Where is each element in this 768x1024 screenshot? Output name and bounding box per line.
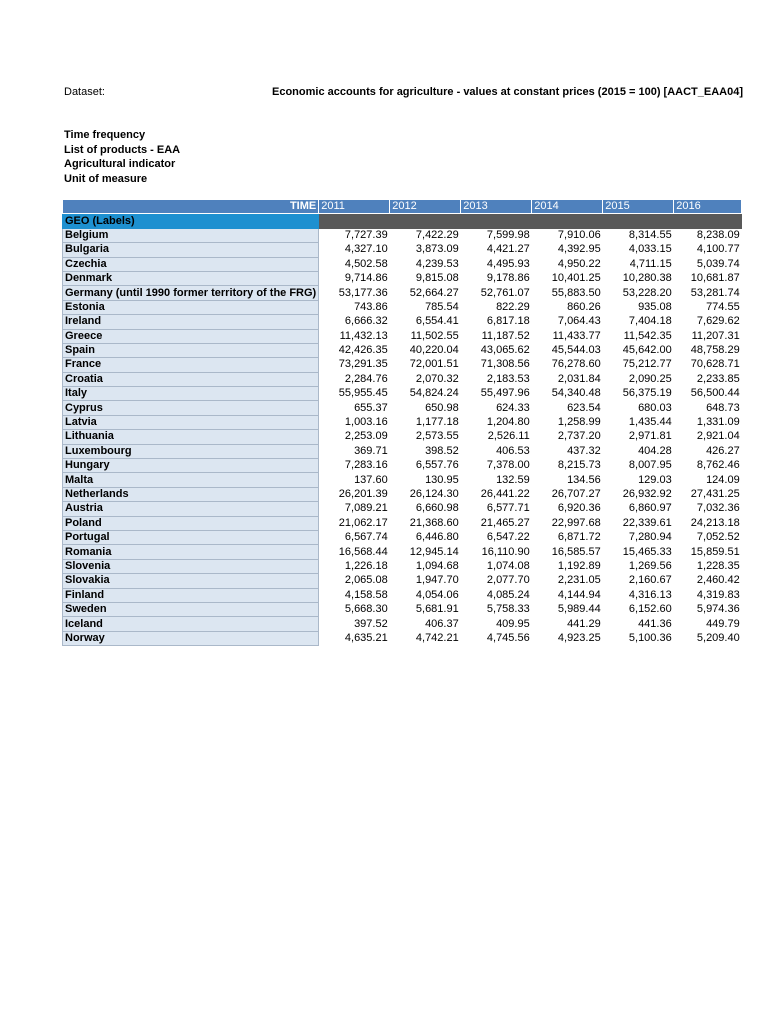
value-cell: 7,280.94 <box>628 531 672 544</box>
data-table <box>62 199 742 646</box>
meta-time-frequency: Time frequency <box>64 129 146 141</box>
value-cell: 4,085.24 <box>486 588 530 601</box>
value-cell: 2,183.53 <box>486 372 530 385</box>
value-cell: 15,859.51 <box>690 545 740 558</box>
value-cell: 6,557.76 <box>415 459 459 472</box>
value-cell: 40,220.04 <box>409 344 459 357</box>
value-cell: 2,460.42 <box>696 574 740 587</box>
value-cell: 11,502.55 <box>410 329 459 342</box>
value-cell: 1,435.44 <box>628 416 672 429</box>
value-cell: 4,158.58 <box>344 588 388 601</box>
value-cell: 5,681.91 <box>415 603 459 616</box>
value-cell: 22,997.68 <box>551 516 601 529</box>
value-cell: 70,628.71 <box>690 358 740 371</box>
value-cell: 409.95 <box>496 617 530 630</box>
value-cell: 2,233.85 <box>696 372 740 385</box>
value-cell: 26,707.27 <box>551 488 601 500</box>
table-row <box>63 502 742 516</box>
table-row <box>63 430 742 444</box>
value-cell: 1,947.70 <box>415 574 459 587</box>
table-row <box>63 459 742 473</box>
value-cell: 624.33 <box>496 401 530 414</box>
value-cell: 53,228.20 <box>622 286 672 299</box>
value-cell: 7,727.39 <box>344 229 388 242</box>
geo-cell: Greece <box>63 329 319 343</box>
value-cell: 16,568.44 <box>338 545 388 558</box>
table-row <box>63 243 742 257</box>
value-cell: 6,446.80 <box>415 531 459 544</box>
meta-unit-of-measure: Unit of measure <box>64 172 148 185</box>
value-cell: 2,921.04 <box>696 430 740 443</box>
table-row <box>63 315 742 329</box>
value-cell: 45,544.03 <box>551 344 601 357</box>
value-cell: 4,144.94 <box>557 588 601 601</box>
value-cell: 1,074.08 <box>486 559 530 572</box>
table-row <box>63 631 742 645</box>
value-cell: 4,950.22 <box>557 257 601 270</box>
geo-cell: Sweden <box>63 602 319 616</box>
value-cell: 404.28 <box>638 444 672 457</box>
meta-agricultural-indicator: Agricultural indicator <box>64 158 176 170</box>
value-cell: 2,090.25 <box>628 372 672 385</box>
value-cell: 56,375.19 <box>622 387 672 400</box>
value-cell: 15,465.33 <box>622 545 672 558</box>
value-cell: 4,033.15 <box>628 243 672 256</box>
table-row <box>63 617 742 631</box>
header-filler <box>674 214 742 228</box>
geo-cell: Poland <box>63 516 319 530</box>
value-cell: 53,281.74 <box>690 286 740 299</box>
value-cell: 3,873.09 <box>415 243 459 256</box>
value-cell: 42,426.35 <box>338 344 388 357</box>
table-row <box>63 271 742 285</box>
value-cell: 4,319.83 <box>696 588 740 601</box>
value-cell: 4,054.06 <box>415 588 459 601</box>
table-row <box>63 358 742 372</box>
table-row <box>63 401 742 415</box>
year-header: 2013 <box>461 200 532 214</box>
value-cell: 26,201.39 <box>338 488 388 500</box>
value-cell: 54,824.24 <box>409 387 459 400</box>
value-cell: 4,635.21 <box>344 631 388 644</box>
value-cell: 7,599.98 <box>486 229 530 242</box>
value-cell: 9,815.08 <box>415 272 459 285</box>
table-row <box>63 329 742 343</box>
value-cell: 54,340.48 <box>551 387 601 400</box>
value-cell: 397.52 <box>354 617 388 630</box>
value-cell: 75,212.77 <box>622 358 672 371</box>
geo-labels-header: GEO (Labels) <box>63 214 319 228</box>
value-cell: 11,432.13 <box>339 329 388 342</box>
value-cell: 1,177.18 <box>415 416 459 429</box>
geo-cell: Estonia <box>63 300 319 314</box>
table-row <box>63 559 742 573</box>
geo-cell: Hungary <box>63 459 319 473</box>
value-cell: 45,642.00 <box>622 344 672 357</box>
table-row <box>63 387 742 401</box>
table-row <box>63 487 742 501</box>
dimension-list <box>64 128 180 186</box>
table-row <box>63 257 742 271</box>
table-row <box>63 372 742 386</box>
value-cell: 124.09 <box>706 473 740 486</box>
value-cell: 4,421.27 <box>486 243 530 256</box>
geo-cell: Lithuania <box>63 430 319 444</box>
value-cell: 1,331.09 <box>696 416 740 429</box>
geo-cell: Iceland <box>63 617 319 631</box>
value-cell: 935.08 <box>638 300 672 313</box>
geo-cell: Spain <box>63 343 319 357</box>
value-cell: 7,089.21 <box>344 502 388 515</box>
value-cell: 11,542.35 <box>623 329 672 342</box>
geo-cell: Belgium <box>63 228 319 242</box>
value-cell: 1,269.56 <box>628 559 672 572</box>
value-cell: 52,761.07 <box>480 286 530 299</box>
value-cell: 129.03 <box>638 473 672 486</box>
value-cell: 9,714.86 <box>344 272 388 285</box>
dataset-title: Economic accounts for agriculture - values at constant prices (2015 = 100) [AACT_EAA04] <box>272 86 744 98</box>
table-row <box>63 574 742 588</box>
value-cell: 7,404.18 <box>628 315 672 328</box>
value-cell: 8,238.09 <box>696 229 740 242</box>
value-cell: 5,989.44 <box>557 603 601 616</box>
geo-header-row <box>63 214 742 228</box>
value-cell: 130.95 <box>425 473 459 486</box>
value-cell: 2,077.70 <box>486 574 530 587</box>
value-cell: 2,065.08 <box>344 574 388 587</box>
value-cell: 16,110.90 <box>481 545 530 558</box>
geo-cell: Norway <box>63 631 319 645</box>
value-cell: 52,664.27 <box>409 286 459 299</box>
geo-cell: France <box>63 358 319 372</box>
value-cell: 449.79 <box>706 617 740 630</box>
value-cell: 55,955.45 <box>338 387 388 400</box>
value-cell: 4,923.25 <box>557 631 601 644</box>
value-cell: 16,585.57 <box>551 545 601 558</box>
value-cell: 1,258.99 <box>557 416 601 429</box>
value-cell: 6,920.36 <box>557 502 601 515</box>
value-cell: 7,629.62 <box>696 315 740 328</box>
value-cell: 4,392.95 <box>557 243 601 256</box>
time-header-row <box>63 200 742 214</box>
value-cell: 774.55 <box>706 300 740 313</box>
header-filler <box>532 214 603 228</box>
value-cell: 72,001.51 <box>409 358 459 371</box>
table-row <box>63 286 742 300</box>
geo-cell: Denmark <box>63 271 319 285</box>
value-cell: 650.98 <box>425 401 459 414</box>
value-cell: 406.37 <box>425 617 459 630</box>
value-cell: 43,065.62 <box>480 344 530 357</box>
table-row <box>63 516 742 530</box>
value-cell: 441.29 <box>567 617 601 630</box>
table-row <box>63 530 742 544</box>
value-cell: 4,100.77 <box>696 243 740 256</box>
year-header: 2016 <box>674 200 742 214</box>
value-cell: 1,094.68 <box>415 559 459 572</box>
value-cell: 26,441.22 <box>480 488 530 500</box>
geo-cell: Italy <box>63 387 319 401</box>
value-cell: 4,327.10 <box>344 243 388 256</box>
geo-cell: Netherlands <box>63 487 319 501</box>
value-cell: 7,032.36 <box>696 502 740 515</box>
header-filler <box>603 214 674 228</box>
value-cell: 648.73 <box>706 401 740 414</box>
value-cell: 7,910.06 <box>557 229 601 242</box>
value-cell: 5,039.74 <box>696 257 740 270</box>
value-cell: 21,465.27 <box>480 516 530 529</box>
value-cell: 26,932.92 <box>622 488 672 500</box>
value-cell: 11,433.77 <box>552 329 601 342</box>
value-cell: 26,124.30 <box>409 488 459 500</box>
value-cell: 4,316.13 <box>628 588 672 601</box>
value-cell: 1,192.89 <box>557 559 601 572</box>
geo-cell: Luxembourg <box>63 444 319 458</box>
value-cell: 9,178.86 <box>486 272 530 285</box>
value-cell: 5,209.40 <box>696 631 740 644</box>
value-cell: 4,711.15 <box>629 257 672 270</box>
value-cell: 860.26 <box>567 300 601 313</box>
meta-list-of-products: List of products - EAA <box>64 143 181 156</box>
value-cell: 2,284.76 <box>344 372 388 385</box>
geo-cell: Cyprus <box>63 401 319 415</box>
value-cell: 4,495.93 <box>486 257 530 270</box>
table-row <box>63 228 742 242</box>
value-cell: 6,666.32 <box>344 315 388 328</box>
value-cell: 132.59 <box>496 473 530 486</box>
value-cell: 8,762.46 <box>696 459 740 472</box>
geo-cell: Slovenia <box>63 559 319 573</box>
value-cell: 2,231.05 <box>557 574 601 587</box>
value-cell: 655.37 <box>354 401 388 414</box>
value-cell: 6,577.71 <box>486 502 530 515</box>
table-row <box>63 588 742 602</box>
value-cell: 10,280.38 <box>622 272 672 285</box>
geo-cell: Czechia <box>63 257 319 271</box>
geo-cell: Finland <box>63 588 319 602</box>
time-label: TIME <box>63 200 319 214</box>
table-row <box>63 602 742 616</box>
value-cell: 4,742.21 <box>415 631 459 644</box>
value-cell: 4,239.53 <box>415 257 459 270</box>
value-cell: 785.54 <box>425 300 459 313</box>
geo-cell: Bulgaria <box>63 243 319 257</box>
table-row <box>63 415 742 429</box>
value-cell: 11,207.31 <box>691 329 740 342</box>
value-cell: 22,339.61 <box>622 516 672 529</box>
year-header: 2012 <box>390 200 461 214</box>
value-cell: 5,100.36 <box>628 631 672 644</box>
value-cell: 8,007.95 <box>628 459 672 472</box>
value-cell: 10,681.87 <box>690 272 740 285</box>
value-cell: 134.56 <box>567 473 601 486</box>
value-cell: 6,660.98 <box>415 502 459 515</box>
table-row <box>63 300 742 314</box>
value-cell: 7,283.16 <box>344 459 388 472</box>
table-row <box>63 545 742 559</box>
value-cell: 7,422.29 <box>415 229 459 242</box>
year-header: 2011 <box>319 200 390 214</box>
geo-cell: Latvia <box>63 415 319 429</box>
value-cell: 76,278.60 <box>551 358 601 371</box>
value-cell: 1,226.18 <box>344 559 388 572</box>
geo-cell: Austria <box>63 502 319 516</box>
value-cell: 55,883.50 <box>551 286 601 299</box>
value-cell: 369.71 <box>354 444 388 457</box>
value-cell: 6,554.41 <box>415 315 459 328</box>
geo-cell: Romania <box>63 545 319 559</box>
value-cell: 822.29 <box>496 300 530 313</box>
value-cell: 6,860.97 <box>628 502 672 515</box>
year-header: 2015 <box>603 200 674 214</box>
value-cell: 2,031.84 <box>557 372 601 385</box>
value-cell: 426.27 <box>706 444 740 457</box>
value-cell: 7,378.00 <box>486 459 530 472</box>
value-cell: 1,204.80 <box>486 416 530 429</box>
value-cell: 398.52 <box>425 444 459 457</box>
year-header: 2014 <box>532 200 603 214</box>
value-cell: 2,160.67 <box>628 574 672 587</box>
value-cell: 437.32 <box>567 444 601 457</box>
value-cell: 5,758.33 <box>486 603 530 616</box>
value-cell: 71,308.56 <box>480 358 530 371</box>
value-cell: 10,401.25 <box>551 272 601 285</box>
value-cell: 441.36 <box>638 617 672 630</box>
value-cell: 2,253.09 <box>344 430 388 443</box>
table-row <box>63 343 742 357</box>
geo-cell: Ireland <box>63 315 319 329</box>
value-cell: 137.60 <box>354 473 388 486</box>
value-cell: 21,062.17 <box>338 516 388 529</box>
value-cell: 7,064.43 <box>557 315 601 328</box>
value-cell: 2,971.81 <box>628 430 672 443</box>
value-cell: 4,502.58 <box>344 257 388 270</box>
value-cell: 6,871.72 <box>557 531 601 544</box>
value-cell: 743.86 <box>354 300 388 313</box>
value-cell: 8,215.73 <box>557 459 601 472</box>
value-cell: 2,737.20 <box>557 430 601 443</box>
value-cell: 48,758.29 <box>690 344 740 357</box>
value-cell: 12,945.14 <box>409 545 459 558</box>
value-cell: 2,573.55 <box>415 430 459 443</box>
value-cell: 6,547.22 <box>486 531 530 544</box>
table-row <box>63 473 742 487</box>
value-cell: 8,314.55 <box>628 229 672 242</box>
geo-cell: Slovakia <box>63 574 319 588</box>
geo-cell: Portugal <box>63 530 319 544</box>
header-filler <box>461 214 532 228</box>
value-cell: 4,745.56 <box>486 631 530 644</box>
geo-cell: Malta <box>63 473 319 487</box>
value-cell: 1,003.16 <box>344 416 388 429</box>
value-cell: 406.53 <box>496 444 530 457</box>
value-cell: 21,368.60 <box>409 516 459 529</box>
value-cell: 5,974.36 <box>696 603 740 616</box>
geo-cell: Germany (until 1990 former territory of the FRG) <box>63 286 319 300</box>
value-cell: 623.54 <box>567 401 601 414</box>
table-row <box>63 444 742 458</box>
value-cell: 27,431.25 <box>690 488 740 500</box>
geo-cell: Croatia <box>63 372 319 386</box>
value-cell: 1,228.35 <box>696 559 740 572</box>
value-cell: 56,500.44 <box>690 387 740 400</box>
value-cell: 680.03 <box>638 401 672 414</box>
value-cell: 2,070.32 <box>415 372 459 385</box>
value-cell: 53,177.36 <box>338 286 388 299</box>
value-cell: 5,668.30 <box>344 603 388 616</box>
value-cell: 73,291.35 <box>338 358 388 371</box>
header-filler <box>319 214 390 228</box>
value-cell: 2,526.11 <box>487 430 530 443</box>
dataset-label: Dataset: <box>64 86 105 98</box>
value-cell: 6,152.60 <box>628 603 672 616</box>
value-cell: 11,187.52 <box>481 329 530 342</box>
header-filler <box>390 214 461 228</box>
value-cell: 24,213.18 <box>690 516 740 529</box>
value-cell: 6,567.74 <box>344 531 388 544</box>
value-cell: 6,817.18 <box>486 315 530 328</box>
value-cell: 7,052.52 <box>696 531 740 544</box>
value-cell: 55,497.96 <box>480 387 530 400</box>
